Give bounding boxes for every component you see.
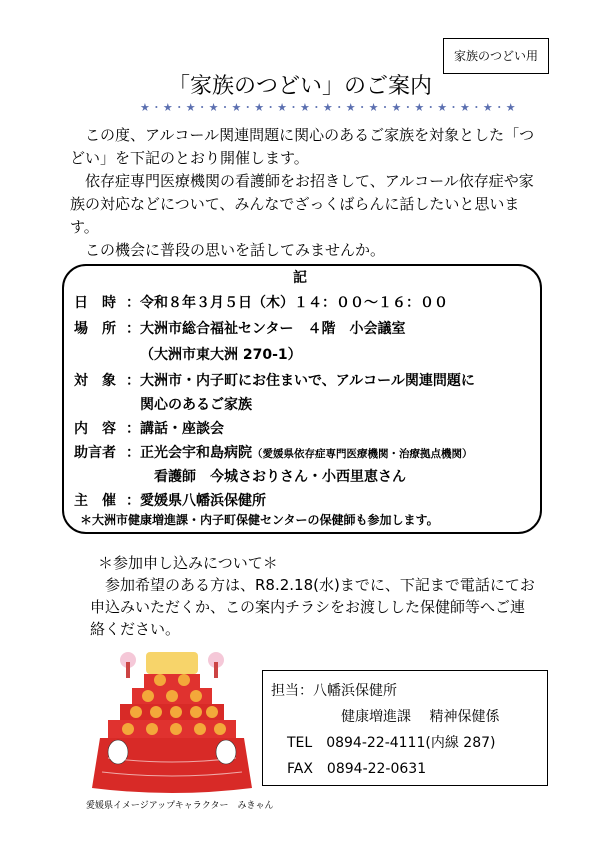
contact-fax: FAX 0894-22-0631 xyxy=(287,761,427,777)
contact-tel: TEL 0894-22-4111(内線 287) xyxy=(287,735,496,751)
star-divider: ★・★・★・★・★・★・★・★・★・★・★・★・★・★・★・★・★ xyxy=(140,101,517,114)
apply-body xyxy=(90,574,538,640)
contact-line-1: 担当：八幡浜保健所 xyxy=(271,683,397,699)
date-row xyxy=(74,292,448,314)
target-row xyxy=(74,370,475,392)
host-colon: ： xyxy=(126,493,140,509)
advisor-note: （愛媛県依存症専門医療機関・治療拠点機関） xyxy=(252,448,473,460)
apply-paragraph: 参加希望のある方は、R8.2.18(水)までに、下記まで電話にてお申込みいただくか、この案内チラシをお渡しした保健師等へご連絡ください。 xyxy=(90,576,535,638)
advisor-label: 助言者 xyxy=(74,445,116,461)
date-label: 日 時 xyxy=(74,295,116,311)
host-value: 愛媛県八幡浜保健所 xyxy=(140,493,266,509)
details-heading: 記 xyxy=(293,270,307,286)
contact-box xyxy=(262,670,548,786)
usage-tag: 家族のつどい用 xyxy=(443,38,549,74)
advisor-value: 正光会宇和島病院 xyxy=(140,445,252,461)
content-value: 講話・座談会 xyxy=(140,421,224,437)
place-colon: ： xyxy=(126,321,140,337)
date-colon: ： xyxy=(126,295,140,311)
content-row xyxy=(74,418,224,440)
advisor-names: 看護師 今城さおりさん・小西里恵さん xyxy=(154,469,406,485)
place-row xyxy=(74,318,405,340)
place-label: 場 所 xyxy=(74,321,116,337)
target-value: 大洲市・内子町にお住まいで、アルコール関連問題に xyxy=(140,373,475,389)
date-value: 令和８年３月５日（木）１４：００～１６：００ xyxy=(140,295,448,311)
details-note: ＊大洲市健康増進課・内子町保健センターの保健師も参加します。 xyxy=(80,513,439,527)
intro-paragraph-2: 依存症専門医療機関の看護師をお招きして、アルコール依存症や家族の対応などについて、みんなでざっくばらんに話したいと思います。 xyxy=(70,172,534,236)
advisor-row xyxy=(74,442,473,465)
intro-text xyxy=(70,124,540,262)
target-value-2: 関心のあるご家族 xyxy=(140,397,252,413)
contact-line-2: 健康増進課 精神保健係 xyxy=(341,709,500,725)
host-row xyxy=(74,490,266,512)
intro-paragraph-3: この機会に普段の思いを話してみませんか。 xyxy=(70,241,386,259)
place-address: （大洲市東大洲 270-1） xyxy=(140,347,302,363)
illustration-caption: 愛媛県イメージアップキャラクター みきゃん xyxy=(86,801,274,811)
target-colon: ： xyxy=(126,373,140,389)
advisor-colon: ： xyxy=(126,445,140,461)
page-title: 「家族のつどい」のご案内 xyxy=(167,74,432,99)
hina-doll-illustration xyxy=(88,648,256,796)
target-label: 対 象 xyxy=(74,373,116,389)
intro-paragraph-1: この度、アルコール関連問題に関心のあるご家族を対象とした「つどい」を下記のとおり開催します。 xyxy=(70,126,535,167)
content-colon: ： xyxy=(126,421,140,437)
place-value: 大洲市総合福祉センター ４階 小会議室 xyxy=(140,321,406,337)
apply-heading: ＊参加申し込みについて＊ xyxy=(98,554,278,572)
content-label: 内 容 xyxy=(74,421,116,437)
host-label: 主 催 xyxy=(74,493,116,509)
